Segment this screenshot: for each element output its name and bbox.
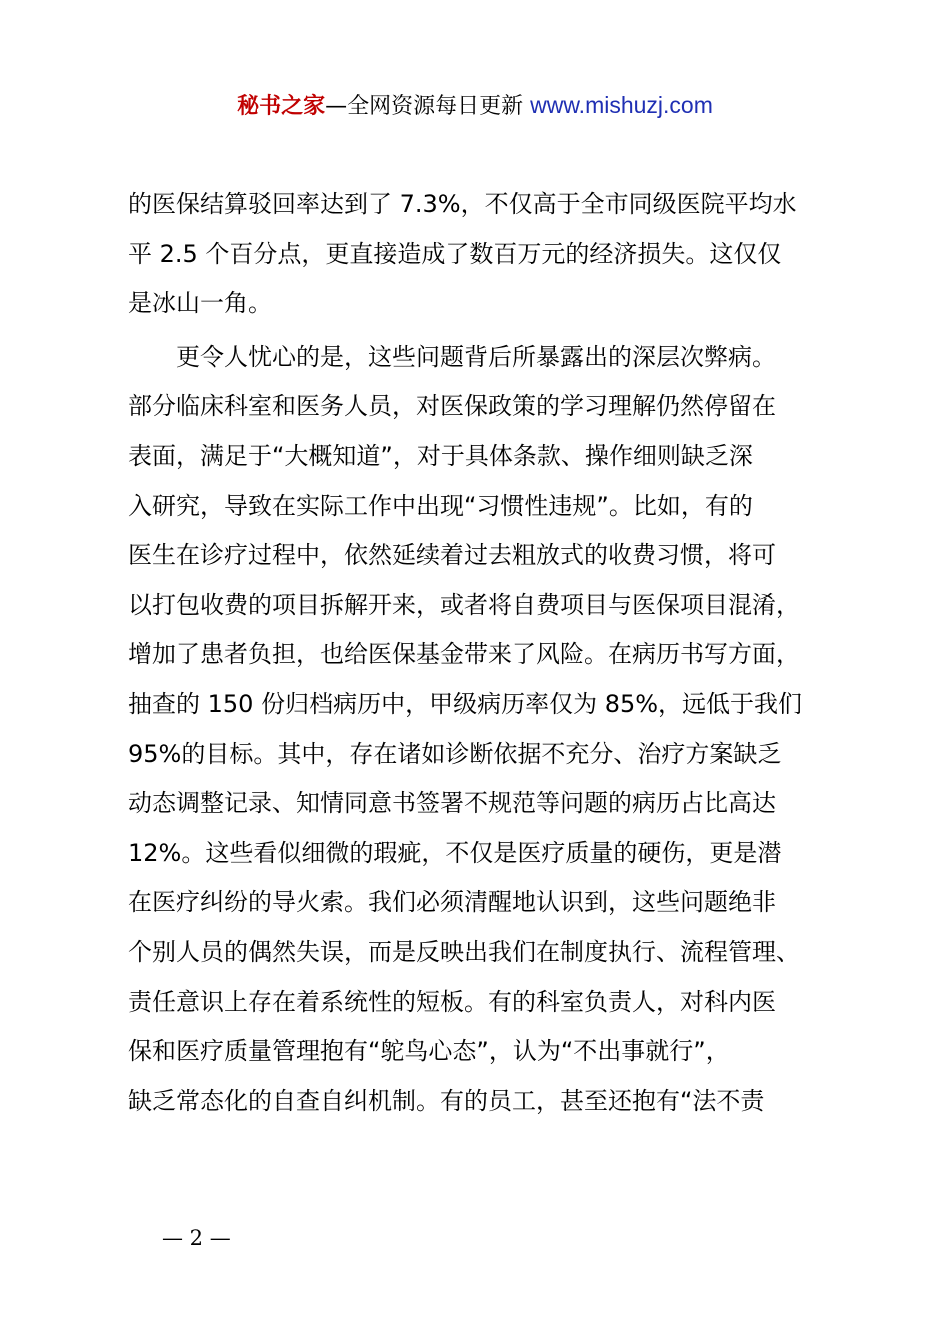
document-body: [128, 180, 848, 1126]
brand-name: 秘书之家: [237, 94, 326, 119]
text-line: 个别人员的偶然失误，而是反映出我们在制度执行、流程管理、: [128, 937, 800, 966]
text-line: 在医疗纠纷的导火索。我们必须清醒地认识到，这些问题绝非: [128, 888, 776, 917]
text-line: 入研究，导致在实际工作中出现“习惯性违规”。比如，有的: [128, 491, 753, 520]
text-line: 动态调整记录、知情同意书签署不规范等问题的病历占比高达: [128, 789, 776, 818]
text-line: 12%。这些看似细微的瑕疵，不仅是医疗质量的硬伤，更是潜: [128, 838, 782, 867]
paragraph: [128, 180, 848, 329]
text-line: 更令人忧心的是，这些问题背后所暴露出的深层次弊病。: [176, 342, 776, 371]
text-line: 抽查的 150 份归档病历中，甲级病历率仅为 85%，远低于我们: [128, 689, 803, 718]
site-url-link[interactable]: www.mishuzj.com: [530, 92, 713, 118]
paragraph: [128, 333, 848, 1127]
text-line: 表面，满足于“大概知道”，对于具体条款、操作细则缺乏深: [128, 441, 753, 470]
text-line: 平 2.5 个百分点，更直接造成了数百万元的经济损失。这仅仅: [128, 239, 782, 268]
header-tagline: —全网资源每日更新: [325, 94, 531, 119]
page-number: — 2 —: [162, 1226, 231, 1250]
text-line: 医生在诊疗过程中，依然延续着过去粗放式的收费习惯，将可: [128, 541, 776, 570]
site-header: [0, 88, 950, 124]
text-line: 增加了患者负担，也给医保基金带来了风险。在病历书写方面，: [128, 640, 800, 669]
text-line: 的医保结算驳回率达到了 7.3%，不仅高于全市同级医院平均水: [128, 190, 797, 218]
text-line: 95%的目标。其中，存在诸如诊断依据不充分、治疗方案缺乏: [128, 739, 782, 768]
text-line: 部分临床科室和医务人员，对医保政策的学习理解仍然停留在: [128, 392, 776, 421]
text-line: 保和医疗质量管理抱有“鸵鸟心态”，认为“不出事就行”，: [128, 1037, 730, 1066]
text-line: 是冰山一角。: [128, 289, 272, 318]
text-line: 责任意识上存在着系统性的短板。有的科室负责人，对科内医: [128, 987, 776, 1016]
text-line: 缺乏常态化的自查自纠机制。有的员工，甚至还抱有“法不责: [128, 1086, 765, 1115]
text-line: 以打包收费的项目拆解开来，或者将自费项目与医保项目混淆，: [128, 590, 800, 619]
